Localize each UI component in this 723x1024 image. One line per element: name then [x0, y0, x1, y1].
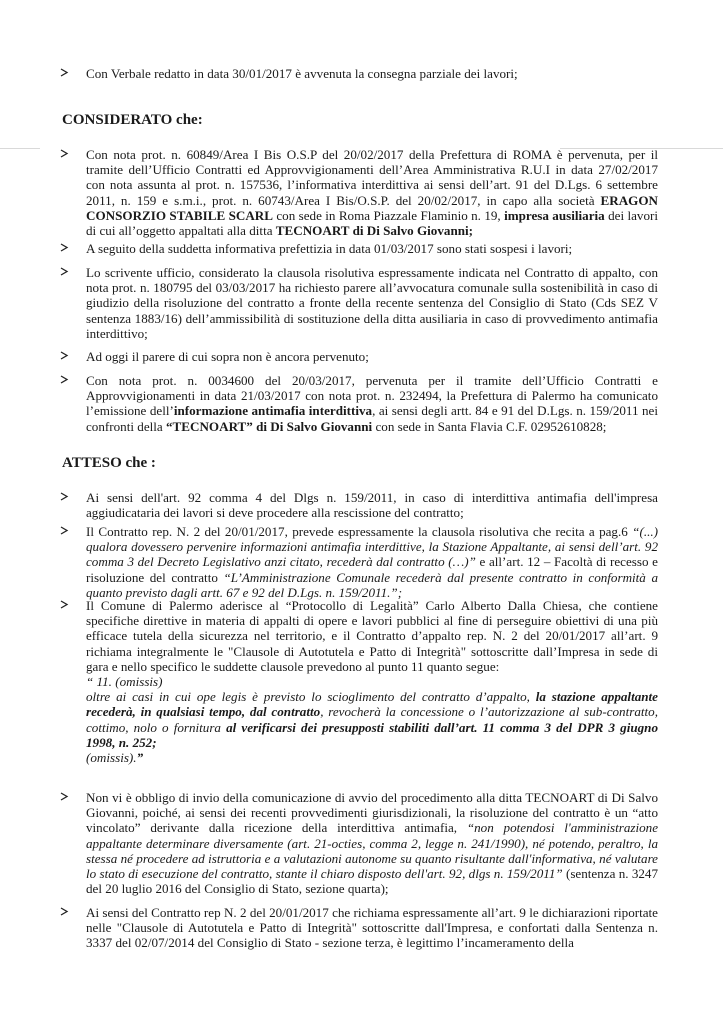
text: Il Contratto rep. N. 2 del 20/01/2017, prevede espressamente la clausola risolutiva che recita a pag.6 — [86, 524, 633, 539]
arrow-bullet-icon — [60, 68, 70, 78]
text: dei lavori di cui all’oggetto appaltati alla ditta — [86, 207, 658, 239]
paragraph-prefettura-roma — [86, 147, 658, 238]
quoted-text: oltre ai casi in cui ope legis è previsto lo scioglimento del contratto d’appalto, — [86, 689, 536, 705]
paragraph-parere-avvocatura — [86, 265, 658, 341]
paragraph-text: Con Verbale redatto in data 30/01/2017 è avvenuta la consegna parziale dei lavori; — [86, 66, 518, 81]
paragraph-text: Ai sensi del Contratto rep N. 2 del 20/01/2017 che richiama espressamente all’art. 9 le dichiarazioni riportate nelle "Clausole di Autotutela e Patto di Integrità" sottoscritte dall'Impresa, e confortati dalla Sentenza n. 3337 del 02/07/2014 del Consiglio di Stato - sezione terza, è legittimo l’incameramento della — [86, 905, 658, 951]
arrow-bullet-icon — [60, 351, 70, 361]
quoted-text: “(...) qualora dovessero pervenire informazioni antimafia interdittive, la Stazione Appaltante, ai sensi dell’art. 92 comma 3 del Decreto Legislativo anzi citato, recederà dal contratto (…)” — [86, 524, 658, 570]
quote-heading — [86, 674, 658, 689]
paragraph-consegna — [86, 66, 658, 81]
quoted-bold-text: al verificarsi dei presupposti stabiliti dall’art. 11 comma 3 del DPR 3 giugno 1998, n. 252; — [86, 719, 658, 750]
company-name: TECNOART di Di Salvo Giovanni; — [275, 223, 474, 239]
paragraph-text: Lo scrivente ufficio, considerato la clausola risolutiva espressamente indicata nel Contratto di appalto, con nota prot. n. 180795 del 03/03/2017 ha richiesto parere all’avvocatura comunale sulla sostenibilità in caso di giudizio della risoluzione del contratto a fronte della recente sentenza del Consiglio di Stato (Cds SEZ V sentenza 1883/16) dell’ammissibilità di sostituzione della ditta ausiliaria in caso di provvedimento antimafia interdittivo; — [86, 265, 658, 341]
quoted-bold-text: la stazione appaltante recederà, in qualsiasi tempo, dal contratto — [86, 689, 658, 720]
text: con sede in Santa Flavia C.F. 02952610828; — [372, 418, 607, 434]
quote-body — [86, 689, 658, 750]
arrow-bullet-icon — [60, 243, 70, 253]
quote-end — [86, 750, 658, 765]
scan-line — [0, 148, 40, 149]
text: Il Comune di Palermo aderisce al “Protocollo di Legalità” Carlo Alberto Dalla Chiesa, che contiene specifiche direttive in materia di appalti di opere e lavori pubblici al fine di perseguire obiettivi di una più efficace tutela della sicurezza nel territorio, e il Contratto d’appalto rep. N. 2 del 20/01/2017 all’art. 9 richiama integralmente le "Clausole di Autotutela e Patto di Integrità" sottoscritte dall’Impresa in sede di gara e nello specifico le suddette clausole prevedono al punto 11 quanto segue: — [86, 598, 658, 674]
arrow-bullet-icon — [60, 267, 70, 277]
section-heading-atteso: ATTESO che : — [62, 455, 156, 471]
quoted-text: “ 11. (omissis) — [86, 674, 163, 690]
quoted-text: ” — [136, 750, 144, 766]
arrow-bullet-icon — [60, 375, 70, 385]
arrow-bullet-icon — [60, 492, 70, 502]
text: con sede in Roma Piazzale Flaminio n. 19, — [272, 207, 505, 223]
quoted-text: “non potendosi l'amministrazione appaltante determinare diversamente (art. 21-octies, comma 2, legge n. 241/1990), né potendo, peraltro, la stessa né procedere ad istruttoria e a valutazioni autonome su quanto risultante dall'informativa, né valutare lo stato di esecuzione del contratto, stante il chiaro disposto dell'art. 92, dlgs n. 159/2011” — [86, 820, 659, 882]
company-name: “TECNOART” di Di Salvo Giovanni — [166, 418, 373, 434]
arrow-bullet-icon — [60, 600, 70, 610]
text: e all’art. 12 – Facoltà di recesso e risoluzione del contratto — [86, 554, 658, 585]
text: (sentenza n. 3247 del 20 luglio 2016 del Consiglio di Stato, sezione quarta); — [86, 866, 659, 897]
paragraph-atto-vincolato — [86, 790, 658, 896]
arrow-bullet-icon — [60, 792, 70, 802]
company-name: ERAGON CONSORZIO STABILE SCARL — [86, 192, 658, 223]
arrow-bullet-icon — [60, 149, 70, 159]
paragraph-clausola-risolutiva — [86, 524, 658, 600]
text: Con nota prot. n. 60849/Area I Bis O.S.P del 20/02/2017 della Prefettura di ROMA è pervenuta, per il tramite dell’Ufficio Contratti ed Approvvigionamenti dell’Area Amministrativa R.U.I in data 27/02/2017 con nota assunta al prot. n. 157536, l’informativa interdittiva ai sensi dell’art. 91 del D.Lgs. 6 settembre 2011, n. 159 e s.m.i., prot. n. 60743/Area I Bis/O.S.P. del 20/02/2017, in capo alla società — [86, 147, 658, 208]
paragraph-text: A seguito della suddetta informativa prefettizia in data 01/03/2017 sono stati sospesi i lavori; — [86, 241, 573, 256]
paragraph-text: Ad oggi il parere di cui sopra non è ancora pervenuto; — [86, 349, 369, 364]
paragraph-parere-pending — [86, 349, 658, 364]
arrow-bullet-icon — [60, 907, 70, 917]
quoted-text: “L’Amministrazione Comunale recederà dal presente contratto in conformità a quanto previsto dagli artt. 67 e 92 del D.Lgs. n. 159/2011.”; — [86, 569, 658, 600]
section-heading-considerato: CONSIDERATO che: — [62, 112, 203, 128]
arrow-bullet-icon — [60, 526, 70, 536]
text: Con nota prot. n. 0034600 del 20/03/2017, pervenuta per il tramite dell’Ufficio Contratti e Approvvigionamenti in data 21/03/2017 con nota prot. n. 232494, la Prefettura di Palermo ha comunicato l’emissione dell’ — [86, 373, 658, 419]
paragraph-prefettura-palermo — [86, 373, 658, 434]
text: Non vi è obbligo di invio della comunicazione di avvio del procedimento alla ditta TECNOART di Di Salvo Giovanni, poiché, ai sensi dei recenti provvedimenti giurisdizionali, la risoluzione del contratto è un “atto vincolato” derivante dalla ricezione della interdittiva antimafia, — [86, 790, 658, 836]
quoted-text: (omissis). — [86, 750, 137, 766]
bold-text: informazione antimafia interdittiva — [173, 403, 373, 419]
paragraph-rescissione — [86, 490, 658, 520]
paragraph-text: Ai sensi dell'art. 92 comma 4 del Dlgs n. 159/2011, in caso di interdittiva antimafia dell'impresa aggiudicataria dei lavori si deve procedere alla rescissione del contratto; — [86, 490, 658, 521]
paragraph-incameramento — [86, 905, 658, 951]
quoted-text: , revocherà la concessione o l’autorizzazione al sub-contratto, cottimo, nolo o fornitura — [86, 704, 658, 735]
text: , ai sensi degli artt. 84 e 91 del D.Lgs. n. 159/2011 nei confronti della — [86, 403, 658, 434]
bold-text: impresa ausiliaria — [504, 207, 605, 223]
paragraph-sospensione — [86, 241, 658, 256]
paragraph-protocollo-legalita — [86, 598, 658, 765]
